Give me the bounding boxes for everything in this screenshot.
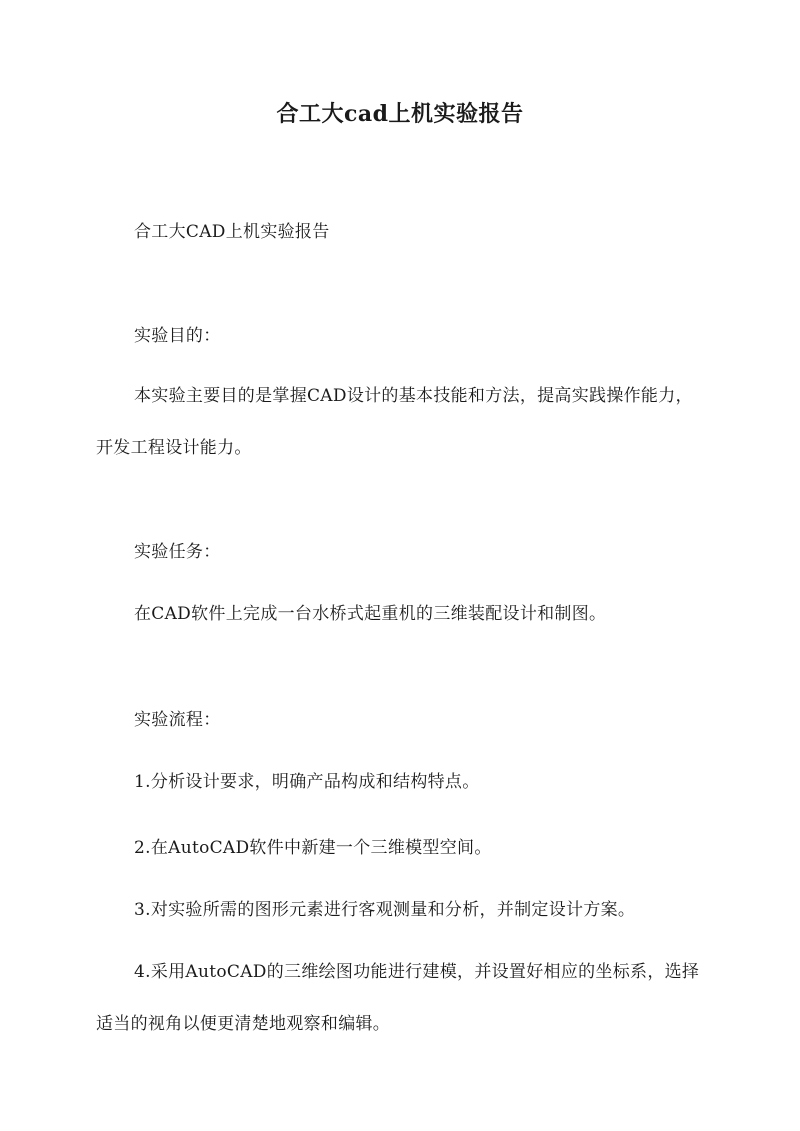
flow-step-3: 3.对实验所需的图形元素进行客观测量和分析，并制定设计方案。 <box>134 900 636 920</box>
purpose-body: 本实验主要目的是掌握CAD设计的基本技能和方法，提高实践操作能力，开发工程设计能力。 <box>96 386 693 458</box>
task-body: 在CAD软件上完成一台水桥式起重机的三维装配设计和制图。 <box>134 604 607 624</box>
flow-heading: 实验流程： <box>134 710 221 730</box>
flow-step-1: 1.分析设计要求，明确产品构成和结构特点。 <box>134 772 480 792</box>
flow-step-2: 2.在AutoCAD软件中新建一个三维模型空间。 <box>134 838 492 858</box>
task-heading: 实验任务： <box>134 542 221 562</box>
report-subtitle: 合工大CAD上机实验报告 <box>134 222 330 242</box>
purpose-heading: 实验目的： <box>134 326 221 346</box>
flow-step-4: 4.采用AutoCAD的三维绘图功能进行建模，并设置好相应的坐标系，选择适当的视角以便更清楚地观察和编辑。 <box>96 962 700 1034</box>
document-title: 合工大cad上机实验报告 <box>276 101 524 127</box>
